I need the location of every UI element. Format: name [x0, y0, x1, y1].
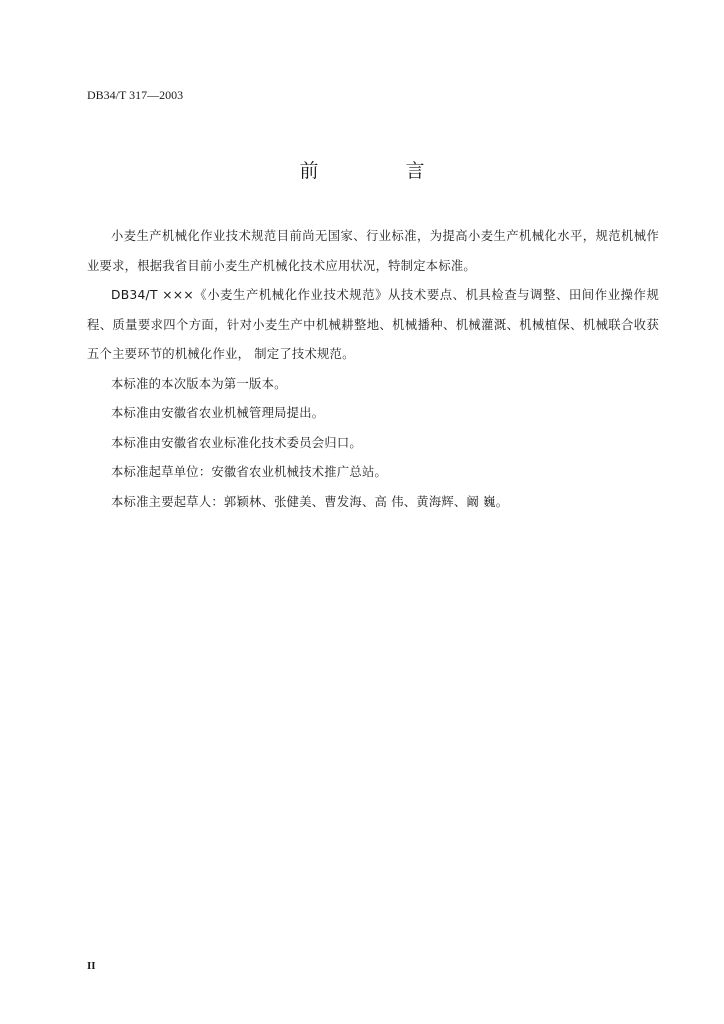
paragraph: 本标准由安徽省农业标准化技术委员会归口。 — [111, 435, 362, 450]
standard-code: DB34/T 317—2003 — [87, 88, 184, 102]
paragraph: 本标准由安徽省农业机械管理局提出。 — [111, 406, 325, 420]
paragraph: 本标准的本次版本为第一版本。 — [111, 376, 287, 391]
page-number: II — [87, 960, 96, 972]
paragraph: DB34/T ×××《小麦生产机械化作业技术规范》从技术要点、机具检查与调整、田间作业操作规程、质量要求四个方面，针对小麦生产中机械耕整地、机械播种、机械灌溉、机械植保、机械联合收获五个主要环节的机械化作业， 制定了技术规范。 — [87, 288, 659, 361]
page-title: 前 言 — [299, 160, 459, 182]
paragraph: 本标准起草单位：安徽省农业机械技术推广总站。 — [111, 465, 388, 479]
paragraph: 小麦生产机械化作业技术规范目前尚无国家、行业标准，为提高小麦生产机械化水平，规范机械作业要求，根据我省目前小麦生产机械化技术应用状况，特制定本标准。 — [87, 229, 659, 273]
paragraph: 本标准主要起草人：郭颖林、张健美、曹发海、高 伟、黄海辉、阚 巍。 — [111, 494, 509, 509]
preface-body — [87, 222, 659, 517]
